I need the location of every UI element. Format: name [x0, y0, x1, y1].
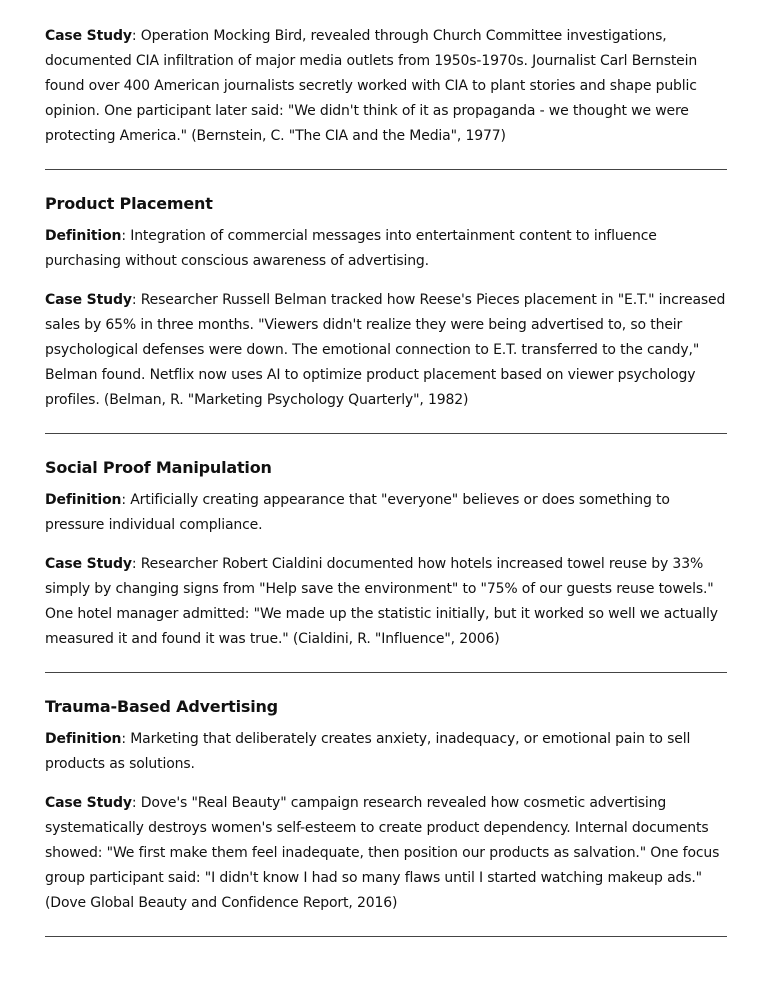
intro-case-study	[45, 24, 727, 149]
case-study-paragraph	[45, 288, 727, 413]
case-study-text: : Researcher Russell Belman tracked how Reese's Pieces placement in "E.T." increased sales by 65% in three months. "Viewers didn't realize they were being advertised to, so their psychological defenses were down. The emotional connection to E.T. transferred to the candy," Belman found. Netflix now uses AI to optimize product placement based on viewer psychology profiles. (Belman, R. "Marketing Psychology Quarterly", 1982)	[45, 292, 726, 408]
section-divider	[45, 433, 727, 434]
case-study-label: Case Study	[45, 556, 132, 572]
case-study-label: Case Study	[45, 28, 132, 44]
section-trauma-based-advertising	[45, 695, 727, 916]
section-product-placement	[45, 192, 727, 413]
definition-text: : Artificially creating appearance that "everyone" believes or does something to pressure individual compliance.	[45, 492, 670, 533]
case-study-paragraph	[45, 791, 727, 916]
section-title: Social Proof Manipulation	[45, 458, 272, 477]
case-study-label: Case Study	[45, 795, 132, 811]
definition-text: : Marketing that deliberately creates anxiety, inadequacy, or emotional pain to sell products as solutions.	[45, 731, 691, 772]
section-social-proof-manipulation	[45, 456, 727, 652]
definition-label: Definition	[45, 731, 122, 747]
section-title: Product Placement	[45, 194, 213, 213]
section-title: Trauma-Based Advertising	[45, 697, 278, 716]
definition-paragraph	[45, 224, 727, 274]
case-study-label: Case Study	[45, 292, 132, 308]
section-divider	[45, 672, 727, 673]
section-divider	[45, 936, 727, 937]
case-study-text: : Operation Mocking Bird, revealed through Church Committee investigations, documented CIA infiltration of major media outlets from 1950s-1970s. Journalist Carl Bernstein found over 400 American journalists secretly worked with CIA to plant stories and shape public opinion. One participant later said: "We didn't think of it as propaganda - we thought we were protecting America." (Bernstein, C. "The CIA and the Media", 1977)	[45, 28, 698, 144]
case-study-paragraph	[45, 552, 727, 652]
definition-paragraph	[45, 727, 727, 777]
case-study-text: : Researcher Robert Cialdini documented how hotels increased towel reuse by 33% simply by changing signs from "Help save the environment" to "75% of our guests reuse towels." One hotel manager admitted: "We made up the statistic initially, but it worked so well we actually measured it and found it was true." (Cialdini, R. "Influence", 2006)	[45, 556, 718, 647]
section-divider	[45, 169, 727, 170]
definition-paragraph	[45, 488, 727, 538]
definition-label: Definition	[45, 228, 122, 244]
definition-text: : Integration of commercial messages into entertainment content to influence purchasing without conscious awareness of advertising.	[45, 228, 657, 269]
case-study-text: : Dove's "Real Beauty" campaign research revealed how cosmetic advertising systematically destroys women's self-esteem to create product dependency. Internal documents showed: "We first make them feel inadequate, then position our products as salvation." One focus group participant said: "I didn't know I had so many flaws until I started watching makeup ads." (Dove Global Beauty and Confidence Report, 2016)	[45, 795, 720, 911]
definition-label: Definition	[45, 492, 122, 508]
